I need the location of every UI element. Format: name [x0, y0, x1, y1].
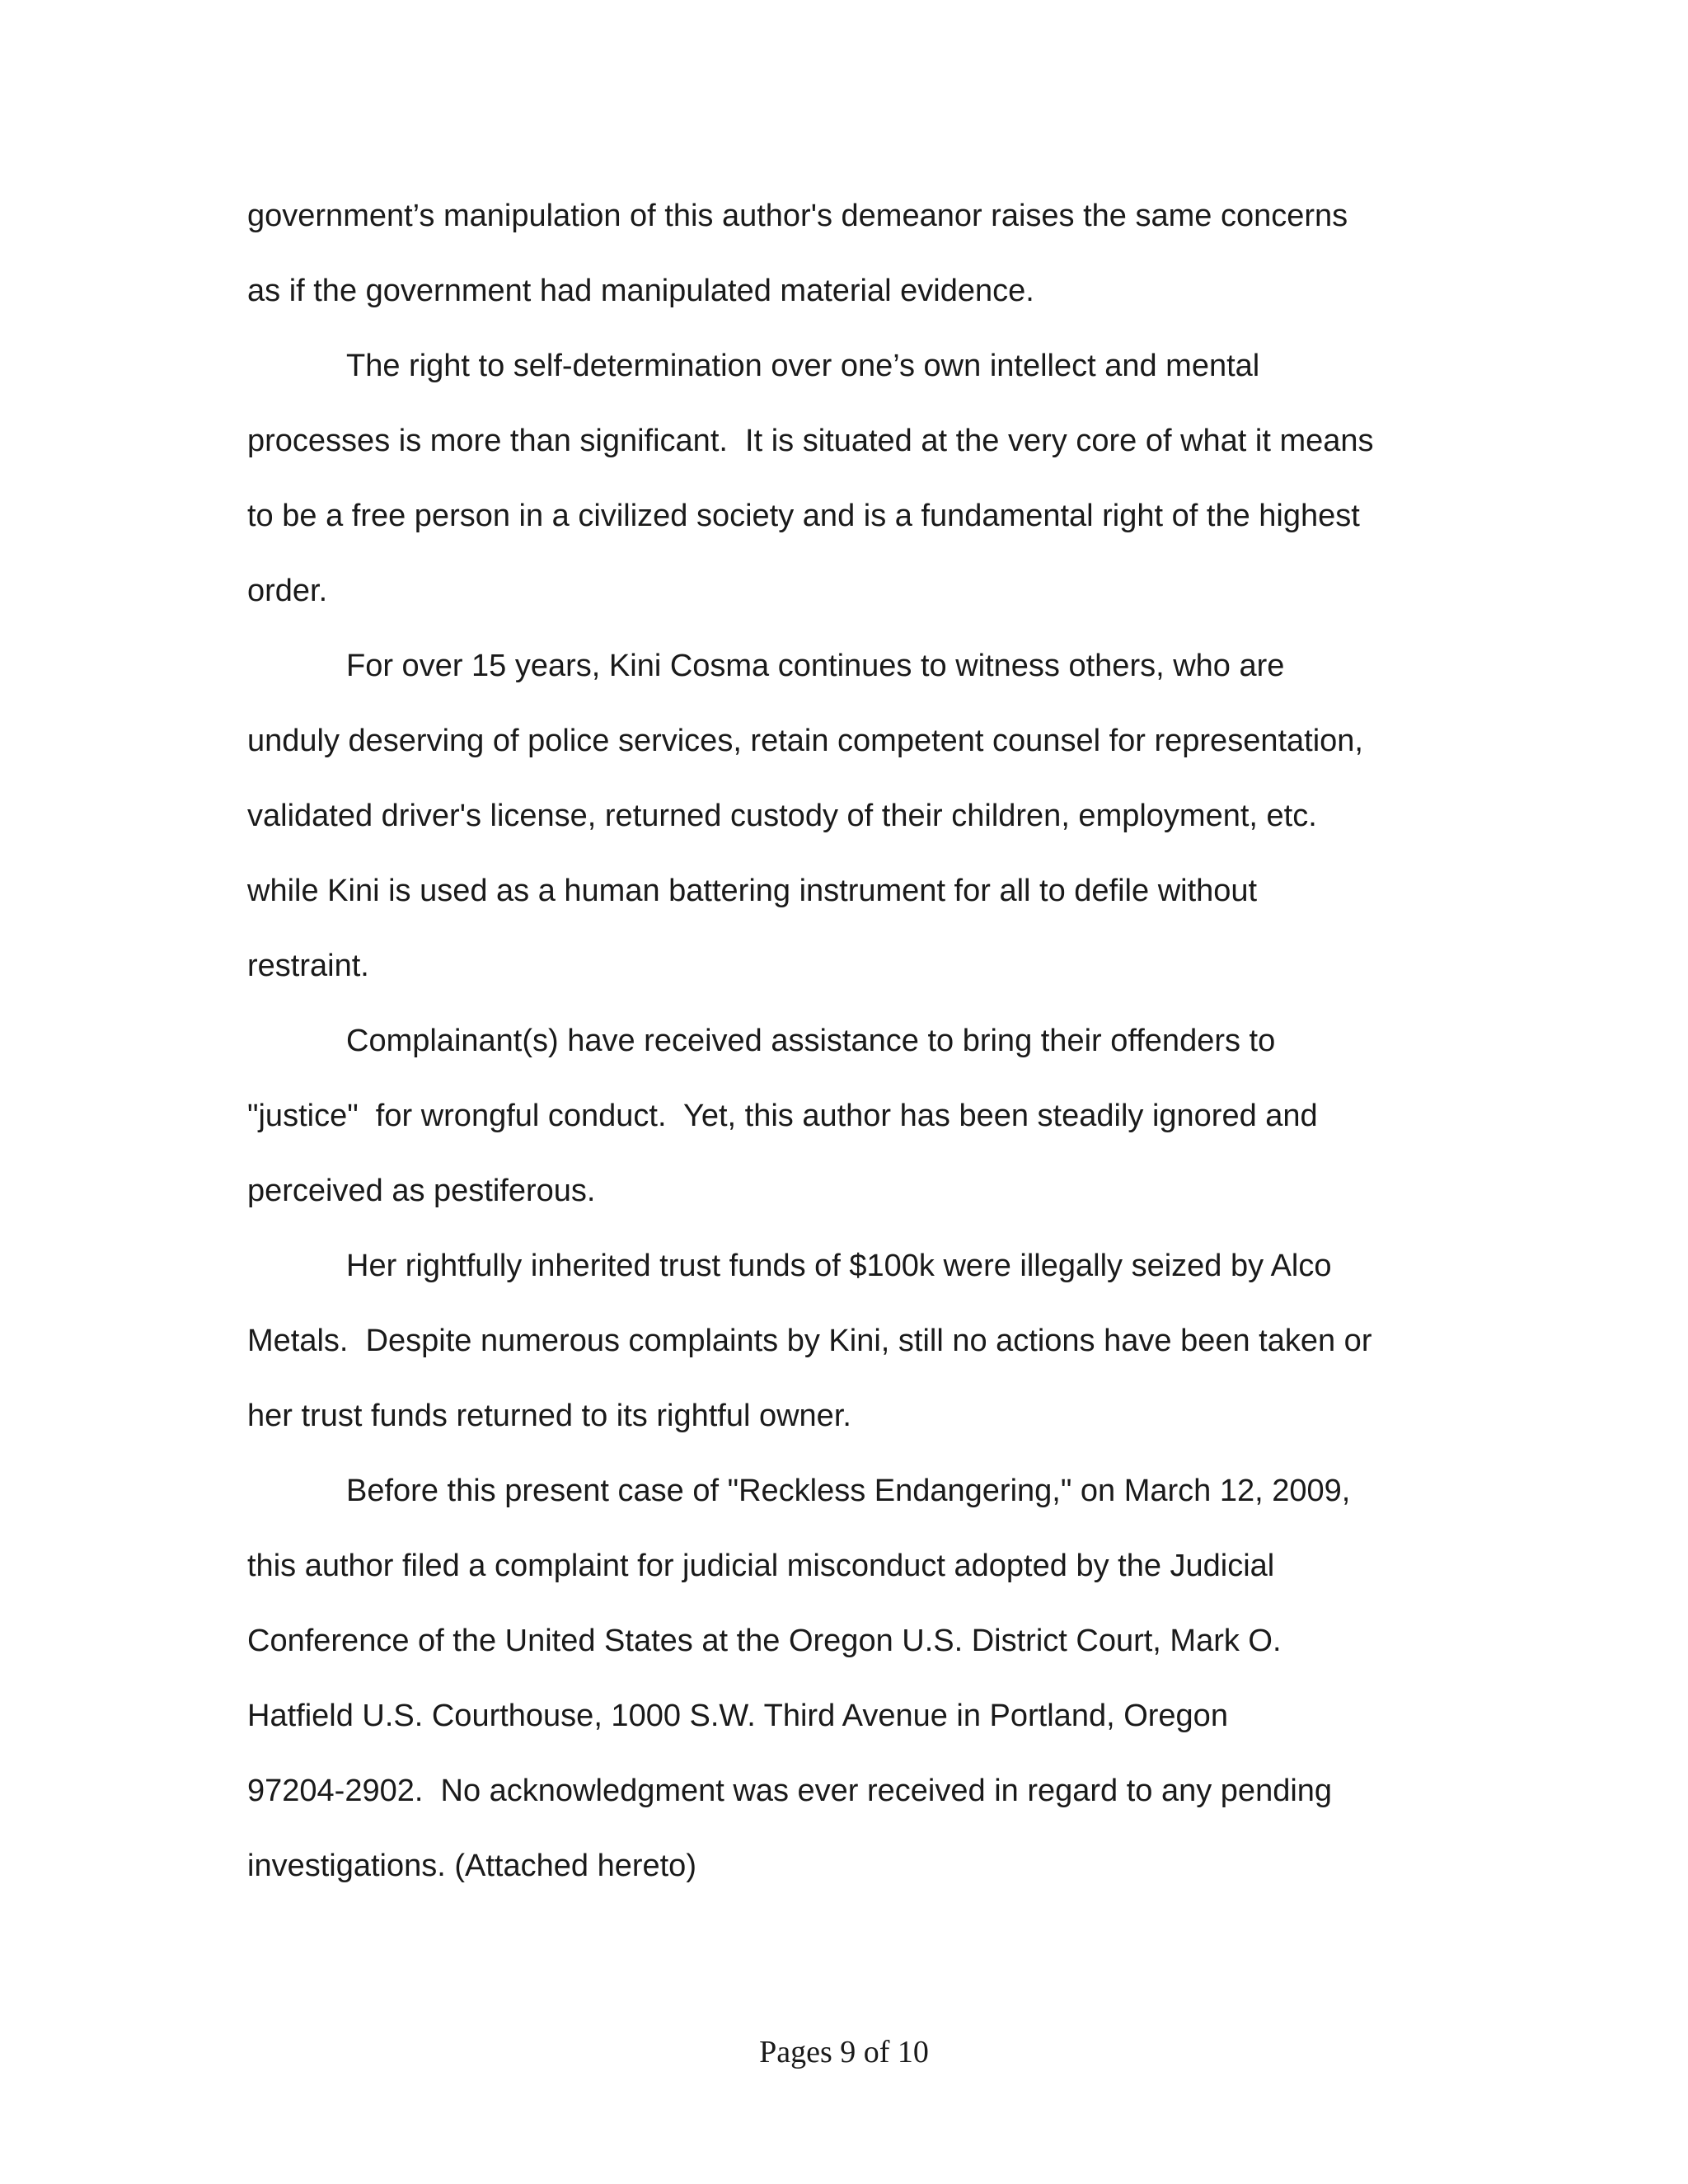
body-text-line: validated driver's license, returned custody of their children, employment, etc. [247, 799, 1317, 833]
body-text-line: 97204-2902. No acknowledgment was ever received in regard to any pending [247, 1774, 1333, 1808]
paragraph-first-line: For over 15 years, Kini Cosma continues to witness others, who are [346, 649, 1285, 683]
body-text-line: "justice" for wrongful conduct. Yet, this author has been steadily ignored and [247, 1099, 1318, 1133]
body-text-line: as if the government had manipulated material evidence. [247, 274, 1034, 308]
paragraph-first-line: Before this present case of "Reckless Endangering," on March 12, 2009, [346, 1474, 1351, 1508]
body-text-line: processes is more than significant. It is situated at the very core of what it means [247, 424, 1374, 458]
paragraph-first-line: The right to self-determination over one’s own intellect and mental [346, 349, 1260, 383]
body-text-line: unduly deserving of police services, retain competent counsel for representation, [247, 724, 1363, 758]
body-text-line: her trust funds returned to its rightful owner. [247, 1399, 851, 1433]
body-text-line: investigations. (Attached hereto) [247, 1849, 696, 1883]
body-text-line: this author filed a complaint for judicial misconduct adopted by the Judicial [247, 1549, 1275, 1583]
body-text-line: to be a free person in a civilized society and is a fundamental right of the highest [247, 499, 1360, 533]
body-text-line: restraint. [247, 949, 369, 983]
body-text-line: order. [247, 574, 328, 608]
body-text-line: Conference of the United States at the Oregon U.S. District Court, Mark O. [247, 1624, 1282, 1658]
page-number-footer: Pages 9 of 10 [759, 2035, 929, 2069]
body-text-line: perceived as pestiferous. [247, 1174, 596, 1208]
body-text-line: government’s manipulation of this author's demeanor raises the same concerns [247, 199, 1348, 233]
body-text-line: Hatfield U.S. Courthouse, 1000 S.W. Third Avenue in Portland, Oregon [247, 1699, 1228, 1733]
paragraph-first-line: Complainant(s) have received assistance to bring their offenders to [346, 1024, 1276, 1058]
body-text-line: Metals. Despite numerous complaints by Kini, still no actions have been taken or [247, 1324, 1372, 1358]
body-text-line: while Kini is used as a human battering instrument for all to defile without [247, 874, 1258, 908]
paragraph-first-line: Her rightfully inherited trust funds of $100k were illegally seized by Alco [346, 1249, 1332, 1283]
